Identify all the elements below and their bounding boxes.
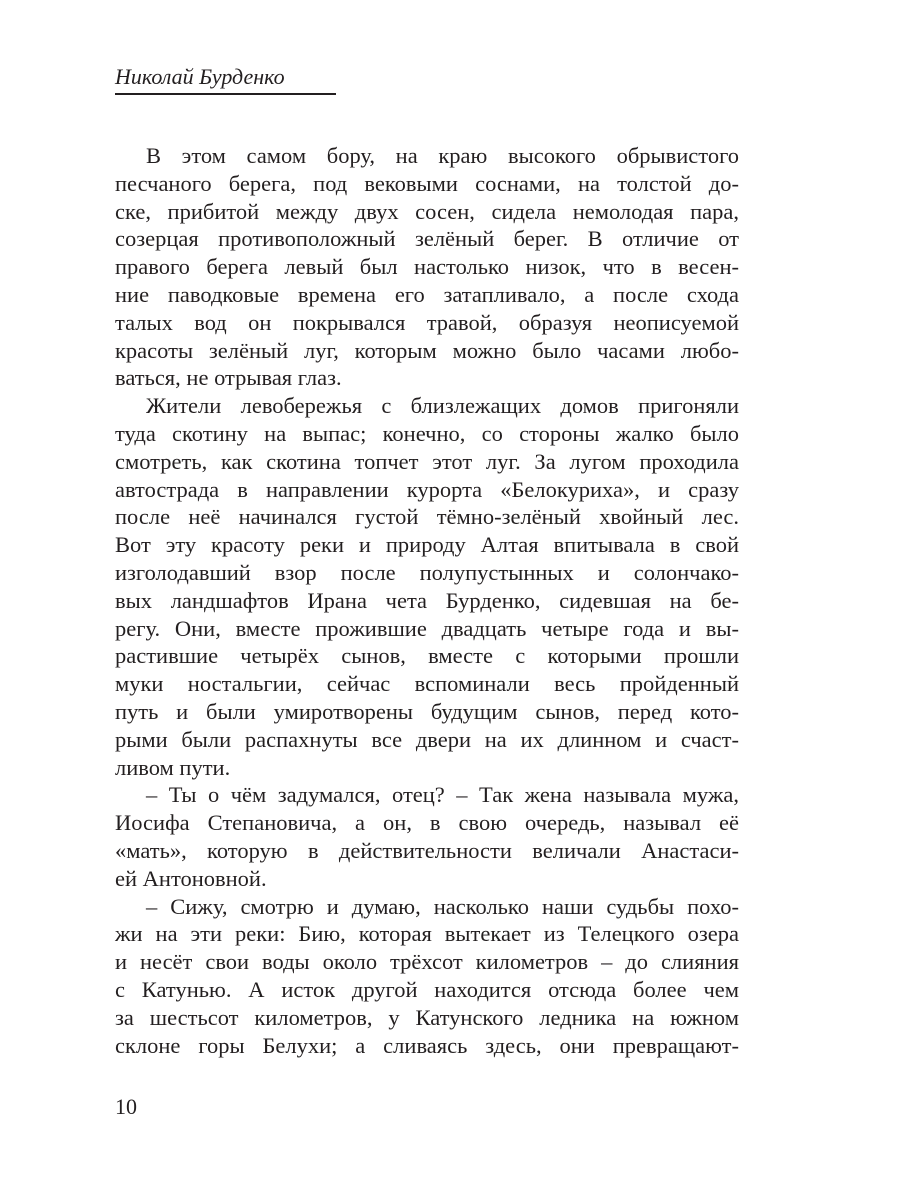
text-line: песчаного берега, под вековыми соснами, на толстой до- <box>115 170 739 196</box>
text-line: Вот эту красоту реки и природу Алтая впитывала в свой <box>115 532 739 558</box>
text-line: ваться, не отрывая глаз. <box>115 365 342 391</box>
paragraph <box>115 893 739 1060</box>
text-line: талых вод он покрывался травой, образуя неописуемой <box>115 309 739 335</box>
paragraph <box>115 392 739 781</box>
text-line: автострада в направлении курорта «Белокуриха», и сразу <box>115 476 739 502</box>
text-line: – Ты о чём задумался, отец? – Так жена называла мужа, <box>146 782 739 808</box>
text-line: В этом самом бору, на краю высокого обрывистого <box>146 143 739 168</box>
text-line: ей Антоновной. <box>115 865 267 891</box>
text-line: ние паводковые времена его затапливало, а после схода <box>115 281 739 307</box>
text-line: смотреть, как скотина топчет этот луг. За лугом проходила <box>115 448 739 474</box>
text-line: за шестьсот километров, у Катунского ледника на южном <box>115 1004 739 1030</box>
text-line: ске, прибитой между двух сосен, сидела немолодая пара, <box>115 198 739 224</box>
page-number: 10 <box>115 1094 137 1119</box>
text-line: склоне горы Белухи; а сливаясь здесь, они превращают- <box>115 1032 739 1058</box>
text-line: после неё начинался густой тёмно-зелёный хвойный лес. <box>115 504 739 530</box>
text-line: регу. Они, вместе прожившие двадцать четыре года и вы- <box>115 615 739 641</box>
text-line: и несёт свои воды около трёхсот километров – до слияния <box>115 949 739 975</box>
text-line: – Сижу, смотрю и думаю, насколько наши судьбы похо- <box>146 893 739 919</box>
text-line: вых ландшафтов Ирана чета Бурденко, сидевшая на бе- <box>115 587 739 613</box>
text-line: муки ностальгии, сейчас вспоминали весь пройденный <box>115 671 739 697</box>
text-line: путь и были умиротворены будущим сынов, перед кото- <box>115 698 739 724</box>
text-line: созерцая противоположный зелёный берег. В отличие от <box>115 226 739 252</box>
text-line: Иосифа Степановича, а он, в свою очередь, называл её <box>115 810 739 836</box>
text-line: туда скотину на выпас; конечно, со стороны жалко было <box>115 420 739 446</box>
text-line: Жители левобережья с близлежащих домов пригоняли <box>146 393 739 419</box>
text-line: растившие четырёх сынов, вместе с которыми прошли <box>115 643 739 669</box>
text-line: «мать», которую в действительности величали Анастаси- <box>115 837 739 863</box>
running-header-author: Николай Бурденко <box>115 64 336 95</box>
text-line: жи на эти реки: Бию, которая вытекает из Телецкого озера <box>115 921 739 947</box>
text-line: правого берега левый был настолько низок, что в весен- <box>115 254 739 280</box>
text-line: красоты зелёный луг, которым можно было часами любо- <box>115 337 739 363</box>
body-text <box>115 142 739 1059</box>
text-line: с Катунью. А исток другой находится отсюда более чем <box>115 976 739 1002</box>
text-line: рыми были распахнуты все двери на их длинном и счаст- <box>115 726 739 752</box>
text-line: изголодавший взор после полупустынных и солончако- <box>115 559 739 585</box>
paragraph <box>115 781 739 892</box>
text-line: ливом пути. <box>115 754 231 780</box>
paragraph <box>115 142 739 392</box>
